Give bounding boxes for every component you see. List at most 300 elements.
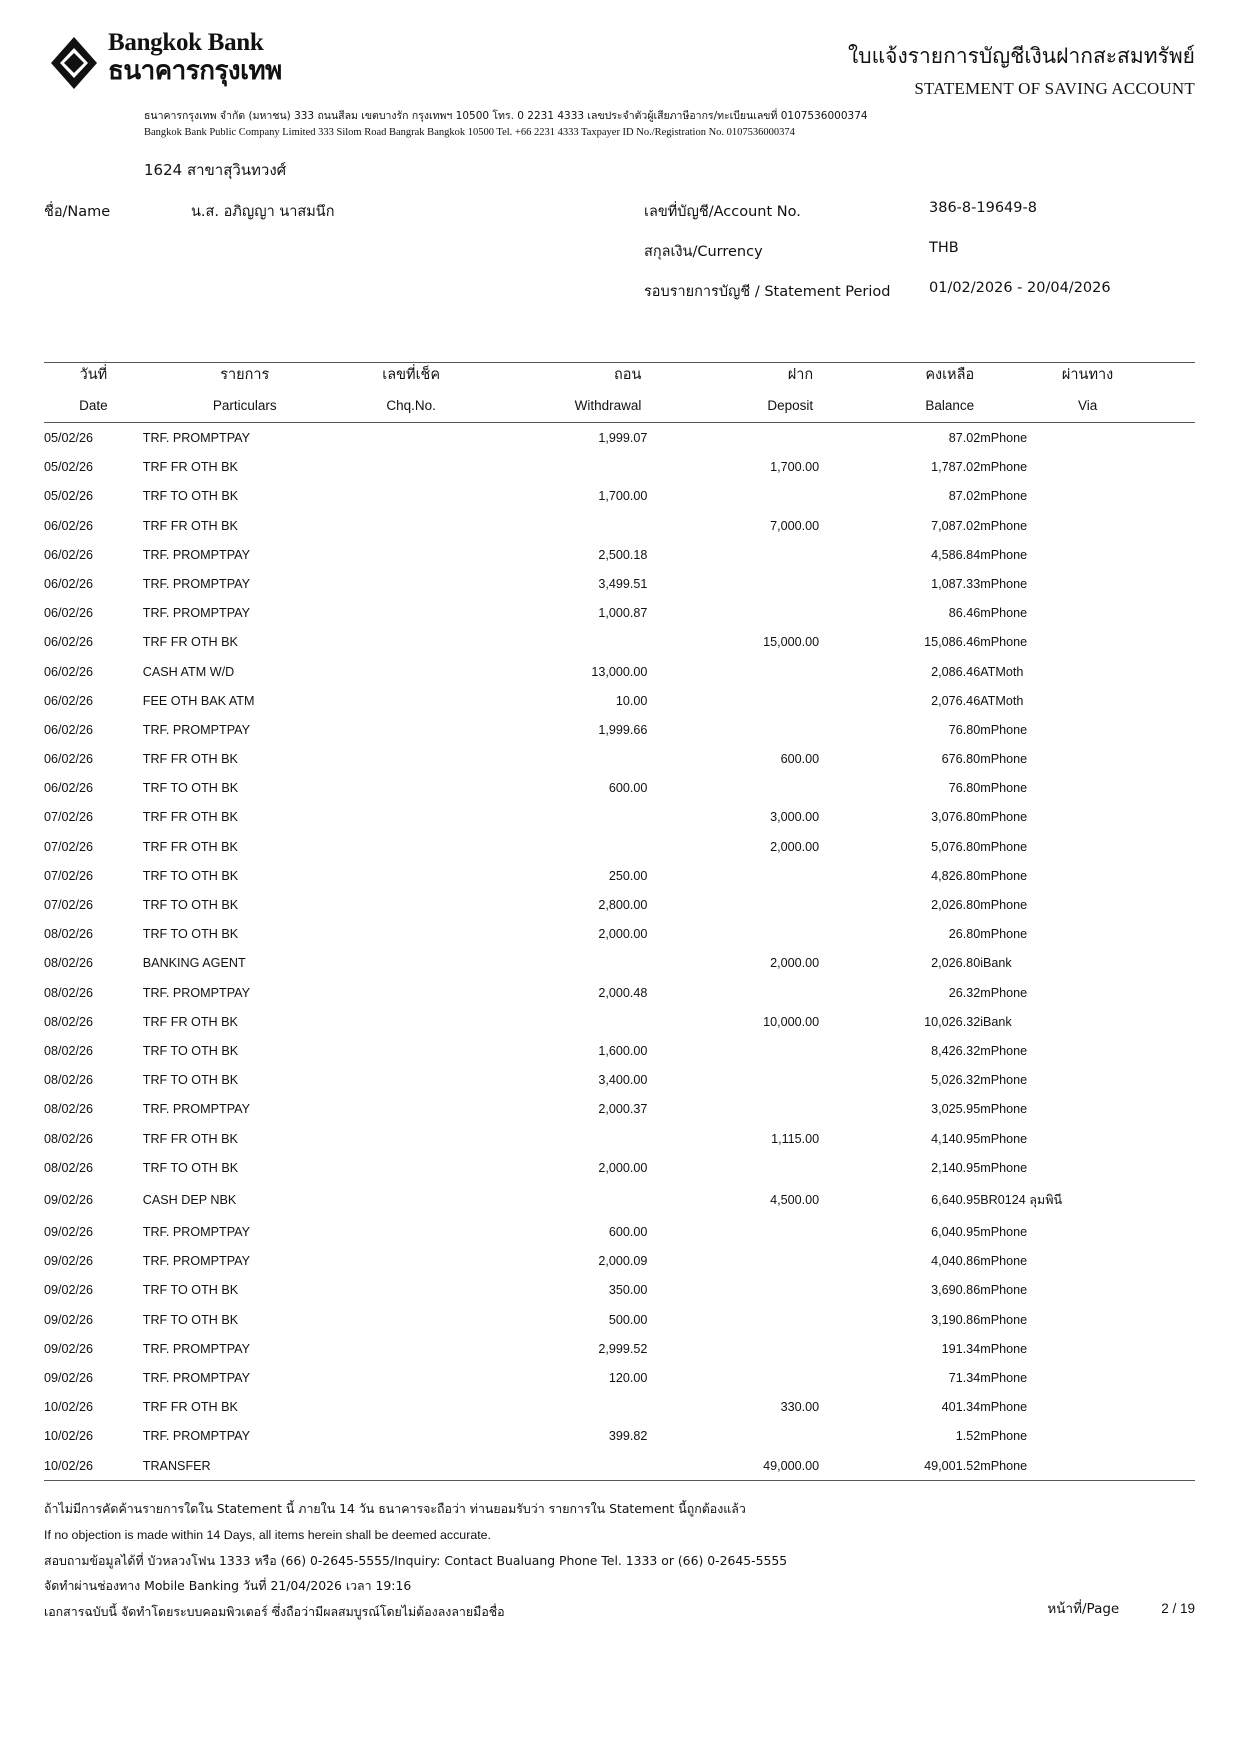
cell-balance: 3,690.86: [931, 1283, 981, 1298]
table-row: [44, 1247, 1195, 1276]
footer-disclaimer-en: If no objection is made within 14 Days, all items herein shall be deemed accurate.: [44, 1527, 491, 1542]
cell-balance: 8,426.32: [931, 1043, 981, 1058]
cell-date: 07/02/26: [44, 868, 94, 883]
cell-via: mPhone: [980, 518, 1028, 533]
cell-chqno: [347, 511, 476, 540]
cell-chqno: [347, 715, 476, 744]
cell-date: 06/02/26: [44, 722, 94, 737]
cell-deposit: [647, 774, 819, 803]
cell-balance: 87.02: [948, 489, 981, 504]
cell-via: mPhone: [980, 1160, 1028, 1175]
cell-via: mPhone: [980, 489, 1028, 504]
cell-via: mPhone: [980, 1312, 1028, 1327]
cell-date: 09/02/26: [44, 1254, 94, 1269]
branch-name: 1624 สาขาสุวินทวงศ์: [144, 161, 287, 180]
cell-deposit: [647, 1247, 819, 1276]
table-row: [44, 745, 1195, 774]
cell-balance: 76.80: [948, 781, 981, 796]
cell-particulars: TRF. PROMPTPAY: [142, 1254, 251, 1269]
cell-deposit: 15,000.00: [763, 635, 820, 650]
cell-withdrawal: 600.00: [608, 781, 648, 796]
cell-deposit: 49,000.00: [763, 1458, 820, 1473]
cell-date: 06/02/26: [44, 781, 94, 796]
cell-via: mPhone: [980, 431, 1028, 446]
cell-date: 06/02/26: [44, 693, 94, 708]
cell-chqno: [347, 569, 476, 598]
cell-balance: 26.80: [948, 927, 981, 942]
table-row: [44, 1182, 1195, 1217]
table-row: [44, 1124, 1195, 1153]
cell-chqno: [347, 861, 476, 890]
cell-particulars: TRF. PROMPTPAY: [142, 547, 251, 562]
table-row: [44, 832, 1195, 861]
cell-particulars: TRF FR OTH BK: [142, 752, 238, 767]
page-number: [1047, 1597, 1195, 1619]
transactions-table: [44, 362, 1195, 1480]
cell-balance: 4,586.84: [931, 547, 981, 562]
cell-deposit: [647, 1334, 819, 1363]
header-balance-th: คงเหลือ: [925, 367, 975, 384]
header-particulars-en: Particulars: [212, 398, 277, 414]
cell-date: 08/02/26: [44, 1043, 94, 1058]
table-row: [44, 686, 1195, 715]
cell-withdrawal: [476, 949, 648, 978]
cell-balance: 2,086.46: [931, 664, 981, 679]
cell-particulars: TRF FR OTH BK: [142, 810, 238, 825]
cell-particulars: TRF FR OTH BK: [142, 1131, 238, 1146]
cell-via: mPhone: [980, 576, 1028, 591]
footer-computer-generated: เอกสารฉบับนี้ จัดทำโดยระบบคอมพิวเตอร์ ซึ่งถือว่ามีผลสมบูรณ์โดยไม่ต้องลงลายมือชื่อ: [44, 1604, 505, 1620]
table-row: [44, 774, 1195, 803]
cell-particulars: TRF TO OTH BK: [142, 781, 239, 796]
cell-particulars: TRF FR OTH BK: [142, 460, 238, 475]
account-no-label: เลขที่บัญชี/Account No.: [644, 204, 801, 221]
cell-withdrawal: 2,500.18: [598, 547, 648, 562]
cell-particulars: TRF. PROMPTPAY: [142, 1371, 251, 1386]
cell-chqno: [347, 1393, 476, 1422]
cell-date: 08/02/26: [44, 1102, 94, 1117]
cell-particulars: TRF. PROMPTPAY: [142, 1102, 251, 1117]
cell-deposit: [647, 686, 819, 715]
page-title-th: ใบแจ้งรายการบัญชีเงินฝากสะสมทรัพย์: [848, 44, 1195, 68]
cell-withdrawal: 1,999.66: [598, 722, 648, 737]
cell-withdrawal: 500.00: [608, 1312, 648, 1327]
cell-chqno: [347, 832, 476, 861]
cell-via: mPhone: [980, 1225, 1028, 1240]
currency-row: [644, 240, 1195, 263]
header-via-en: Via: [1077, 398, 1098, 414]
cell-via: mPhone: [980, 752, 1028, 767]
cell-deposit: 7,000.00: [770, 518, 820, 533]
cell-date: 10/02/26: [44, 1429, 94, 1444]
cell-via: BR0124 ลุมพินี: [980, 1192, 1063, 1207]
cell-chqno: [347, 1124, 476, 1153]
cell-chqno: [347, 1218, 476, 1247]
cell-withdrawal: 250.00: [608, 868, 648, 883]
cell-particulars: TRF TO OTH BK: [142, 1043, 239, 1058]
cell-date: 06/02/26: [44, 664, 94, 679]
footer-contact: สอบถามข้อมูลได้ที่ บัวหลวงโฟน 1333 หรือ (66) 0-2645-5555/Inquiry: Contact Bualuang Phone Tel. 1333 or (66) 0-2645-5555: [44, 1552, 788, 1568]
table-row: [44, 978, 1195, 1007]
page-number-value: 2 / 19: [1161, 1600, 1195, 1616]
cell-withdrawal: 2,000.09: [598, 1254, 648, 1269]
cell-chqno: [347, 482, 476, 511]
cell-via: mPhone: [980, 927, 1028, 942]
cell-withdrawal: 3,499.51: [598, 576, 648, 591]
cell-chqno: [347, 1334, 476, 1363]
brand-name-en: Bangkok Bank: [108, 29, 264, 56]
cell-withdrawal: 1,000.87: [598, 606, 648, 621]
cell-balance: 2,140.95: [931, 1160, 981, 1175]
cell-via: ATMoth: [980, 693, 1024, 708]
table-row: [44, 1276, 1195, 1305]
header-deposit-th: ฝาก: [787, 367, 814, 384]
cell-withdrawal: 1,999.07: [598, 431, 648, 446]
cell-chqno: [347, 1305, 476, 1334]
cell-withdrawal: 350.00: [608, 1283, 648, 1298]
cell-via: mPhone: [980, 810, 1028, 825]
cell-chqno: [347, 628, 476, 657]
cell-date: 08/02/26: [44, 1131, 94, 1146]
cell-particulars: TRF FR OTH BK: [142, 1400, 238, 1415]
cell-date: 05/02/26: [44, 460, 94, 475]
cell-balance: 49,001.52: [924, 1458, 981, 1473]
cell-deposit: [647, 599, 819, 628]
transactions-table-wrapper: [44, 362, 1195, 1481]
header-withdrawal-en: Withdrawal: [574, 398, 642, 414]
footer-generated: จัดทำผ่านช่องทาง Mobile Banking วันที่ 21/04/2026 เวลา 19:16: [44, 1578, 412, 1594]
cell-particulars: TRF FR OTH BK: [142, 839, 238, 854]
cell-particulars: TRF TO OTH BK: [142, 898, 239, 913]
table-row: [44, 1007, 1195, 1036]
cell-deposit: 2,000.00: [770, 839, 820, 854]
cell-deposit: 330.00: [780, 1400, 820, 1415]
cell-date: 09/02/26: [44, 1283, 94, 1298]
cell-chqno: [347, 657, 476, 686]
cell-balance: 5,026.32: [931, 1073, 981, 1088]
cell-date: 09/02/26: [44, 1225, 94, 1240]
cell-via: mPhone: [980, 1429, 1028, 1444]
cell-particulars: TRF TO OTH BK: [142, 927, 239, 942]
cell-via: mPhone: [980, 1341, 1028, 1356]
cell-particulars: TRF FR OTH BK: [142, 1014, 238, 1029]
cell-balance: 76.80: [948, 722, 981, 737]
cell-chqno: [347, 949, 476, 978]
cell-date: 06/02/26: [44, 576, 94, 591]
cell-withdrawal: 2,800.00: [598, 898, 648, 913]
header-date-en: Date: [79, 398, 108, 414]
cell-via: iBank: [980, 1014, 1012, 1029]
cell-withdrawal: [476, 1124, 648, 1153]
cell-withdrawal: 1,600.00: [598, 1043, 648, 1058]
table-row: [44, 803, 1195, 832]
cell-deposit: [647, 1305, 819, 1334]
cell-date: 09/02/26: [44, 1312, 94, 1327]
cell-balance: 3,190.86: [931, 1312, 981, 1327]
document-footer: [44, 1501, 1195, 1621]
cell-particulars: TRF. PROMPTPAY: [142, 1341, 251, 1356]
header-deposit-en: Deposit: [767, 398, 814, 414]
cell-deposit: [647, 920, 819, 949]
cell-balance: 4,140.95: [931, 1131, 981, 1146]
cell-withdrawal: 1,700.00: [598, 489, 648, 504]
cell-chqno: [347, 423, 476, 453]
cell-balance: 5,076.80: [931, 839, 981, 854]
page-number-label: หน้าที่/Page: [1047, 1600, 1120, 1617]
cell-withdrawal: [476, 511, 648, 540]
cell-via: mPhone: [980, 635, 1028, 650]
legal-address-th: ธนาคารกรุงเทพ จำกัด (มหาชน) 333 ถนนสีลม เขตบางรัก กรุงเทพฯ 10500 โทร. 0 2231 4333 เลขประจำตัวผู้เสียภาษีอากร/ทะเบียนเลขที่ 0107536000374: [144, 110, 868, 122]
cell-particulars: TRF. PROMPTPAY: [142, 431, 251, 446]
statement-period-value: 01/02/2026 - 20/04/2026: [929, 280, 1111, 297]
cell-via: mPhone: [980, 898, 1028, 913]
cell-withdrawal: 2,999.52: [598, 1341, 648, 1356]
cell-balance: 1,087.33: [931, 576, 981, 591]
table-row: [44, 1422, 1195, 1451]
cell-chqno: [347, 1036, 476, 1065]
cell-via: mPhone: [980, 1043, 1028, 1058]
cell-withdrawal: 13,000.00: [591, 664, 648, 679]
cell-chqno: [347, 920, 476, 949]
cell-withdrawal: [476, 628, 648, 657]
cell-withdrawal: [476, 745, 648, 774]
cell-deposit: 600.00: [780, 752, 820, 767]
cell-chqno: [347, 774, 476, 803]
cell-deposit: [647, 715, 819, 744]
cell-via: mPhone: [980, 781, 1028, 796]
header-chqno-en: Chq.No.: [386, 398, 436, 414]
document-title: [848, 30, 1195, 99]
cell-date: 07/02/26: [44, 810, 94, 825]
cell-date: 05/02/26: [44, 489, 94, 504]
cell-chqno: [347, 745, 476, 774]
cell-via: iBank: [980, 956, 1012, 971]
cell-withdrawal: 10.00: [615, 693, 648, 708]
account-name-label: ชื่อ/Name: [44, 204, 111, 221]
cell-withdrawal: [476, 1451, 648, 1480]
cell-particulars: TRF. PROMPTPAY: [142, 606, 251, 621]
cell-chqno: [347, 1095, 476, 1124]
cell-deposit: [647, 423, 819, 453]
legal-address: [44, 109, 1195, 140]
cell-chqno: [347, 1276, 476, 1305]
cell-deposit: 1,700.00: [770, 460, 820, 475]
cell-deposit: [647, 569, 819, 598]
legal-address-en: Bangkok Bank Public Company Limited 333 Silom Road Bangrak Bangkok 10500 Tel. +66 2231 4333 Taxpayer ID No./Registration No. 0107536000374: [144, 127, 795, 139]
cell-via: mPhone: [980, 1458, 1028, 1473]
header-date-th: วันที่: [79, 367, 108, 384]
cell-balance: 2,026.80: [931, 898, 981, 913]
cell-withdrawal: 399.82: [608, 1429, 648, 1444]
table-row: [44, 715, 1195, 744]
cell-particulars: BANKING AGENT: [142, 956, 246, 971]
cell-particulars: TRF TO OTH BK: [142, 1312, 239, 1327]
cell-balance: 401.34: [941, 1400, 981, 1415]
cell-balance: 4,826.80: [931, 868, 981, 883]
table-row: [44, 657, 1195, 686]
cell-chqno: [347, 890, 476, 919]
table-row: [44, 920, 1195, 949]
table-row: [44, 1363, 1195, 1392]
cell-chqno: [347, 803, 476, 832]
cell-date: 07/02/26: [44, 839, 94, 854]
header-particulars-th: รายการ: [220, 367, 270, 384]
cell-withdrawal: 2,000.37: [598, 1102, 648, 1117]
cell-date: 08/02/26: [44, 985, 94, 1000]
cell-deposit: [647, 1036, 819, 1065]
table-row: [44, 1095, 1195, 1124]
cell-withdrawal: [476, 832, 648, 861]
cell-chqno: [347, 1182, 476, 1217]
cell-via: mPhone: [980, 1073, 1028, 1088]
cell-date: 10/02/26: [44, 1400, 94, 1415]
table-row: [44, 1153, 1195, 1182]
cell-chqno: [347, 1066, 476, 1095]
cell-particulars: TRF. PROMPTPAY: [142, 576, 251, 591]
statement-period-label: รอบรายการบัญชี / Statement Period: [644, 284, 891, 301]
cell-particulars: TRF TO OTH BK: [142, 1283, 239, 1298]
cell-deposit: [647, 1276, 819, 1305]
cell-via: mPhone: [980, 1254, 1028, 1269]
table-row: [44, 1451, 1195, 1480]
cell-chqno: [347, 599, 476, 628]
cell-deposit: 3,000.00: [770, 810, 820, 825]
account-no-row: [644, 200, 1195, 223]
cell-balance: 191.34: [941, 1341, 981, 1356]
cell-withdrawal: 2,000.00: [598, 927, 648, 942]
header-via-th: ผ่านทาง: [1061, 367, 1114, 384]
document-header: [44, 30, 1195, 99]
cell-balance: 676.80: [941, 752, 981, 767]
cell-withdrawal: [476, 453, 648, 482]
header-chqno-th: เลขที่เช็ค: [382, 367, 441, 384]
table-row: [44, 1066, 1195, 1095]
account-name-value: น.ส. อภิญญา นาสมนึก: [191, 204, 335, 221]
cell-date: 09/02/26: [44, 1341, 94, 1356]
cell-date: 08/02/26: [44, 1014, 94, 1029]
cell-particulars: TRF. PROMPTPAY: [142, 722, 251, 737]
cell-particulars: TRF TO OTH BK: [142, 1160, 239, 1175]
cell-via: mPhone: [980, 1371, 1028, 1386]
cell-deposit: [647, 482, 819, 511]
cell-particulars: CASH DEP NBK: [142, 1192, 237, 1207]
cell-particulars: FEE OTH BAK ATM: [142, 693, 255, 708]
cell-withdrawal: 2,000.48: [598, 985, 648, 1000]
cell-via: mPhone: [980, 1102, 1028, 1117]
table-row: [44, 1218, 1195, 1247]
cell-balance: 15,086.46: [924, 635, 981, 650]
cell-chqno: [347, 978, 476, 1007]
cell-particulars: TRF TO OTH BK: [142, 489, 239, 504]
cell-balance: 6,040.95: [931, 1225, 981, 1240]
cell-via: ATMoth: [980, 664, 1024, 679]
cell-deposit: 2,000.00: [770, 956, 820, 971]
cell-withdrawal: [476, 1007, 648, 1036]
cell-withdrawal: [476, 1393, 648, 1422]
cell-chqno: [347, 1007, 476, 1036]
cell-chqno: [347, 1247, 476, 1276]
cell-chqno: [347, 1451, 476, 1480]
cell-balance: 86.46: [948, 606, 981, 621]
cell-balance: 1.52: [955, 1429, 981, 1444]
cell-chqno: [347, 1422, 476, 1451]
table-row: [44, 1036, 1195, 1065]
cell-via: mPhone: [980, 1131, 1028, 1146]
table-row: [44, 861, 1195, 890]
cell-date: 08/02/26: [44, 1073, 94, 1088]
cell-deposit: [647, 978, 819, 1007]
cell-via: mPhone: [980, 1283, 1028, 1298]
cell-balance: 26.32: [948, 985, 981, 1000]
cell-chqno: [347, 453, 476, 482]
cell-date: 06/02/26: [44, 635, 94, 650]
cell-via: mPhone: [980, 985, 1028, 1000]
table-row: [44, 1334, 1195, 1363]
table-body: [44, 423, 1195, 1480]
cell-withdrawal: 3,400.00: [598, 1073, 648, 1088]
table-row: [44, 511, 1195, 540]
cell-balance: 3,025.95: [931, 1102, 981, 1117]
cell-withdrawal: 600.00: [608, 1225, 648, 1240]
cell-date: 06/02/26: [44, 547, 94, 562]
cell-date: 06/02/26: [44, 518, 94, 533]
cell-balance: 3,076.80: [931, 810, 981, 825]
cell-date: 07/02/26: [44, 898, 94, 913]
bangkok-bank-diamond-logo: [50, 36, 98, 90]
cell-balance: 71.34: [948, 1371, 981, 1386]
cell-deposit: 10,000.00: [763, 1014, 820, 1029]
cell-via: mPhone: [980, 1400, 1028, 1415]
header-balance-en: Balance: [925, 398, 975, 414]
cell-particulars: TRF. PROMPTPAY: [142, 1225, 251, 1240]
cell-chqno: [347, 686, 476, 715]
currency-label: สกุลเงิน/Currency: [644, 244, 763, 261]
cell-balance: 1,787.02: [931, 460, 981, 475]
table-bottom-divider: [44, 1480, 1195, 1481]
cell-particulars: TRF. PROMPTPAY: [142, 1429, 251, 1444]
cell-date: 10/02/26: [44, 1458, 94, 1473]
account-info: [44, 200, 1195, 320]
statement-period-row: [644, 280, 1195, 303]
cell-balance: 6,640.95: [931, 1192, 981, 1207]
cell-date: 09/02/26: [44, 1192, 94, 1207]
cell-deposit: [647, 1066, 819, 1095]
table-row: [44, 569, 1195, 598]
header-withdrawal-th: ถอน: [613, 367, 642, 384]
cell-chqno: [347, 1153, 476, 1182]
cell-via: mPhone: [980, 839, 1028, 854]
cell-particulars: TRF FR OTH BK: [142, 635, 238, 650]
cell-withdrawal: 2,000.00: [598, 1160, 648, 1175]
cell-deposit: 4,500.00: [770, 1192, 820, 1207]
table-row: [44, 453, 1195, 482]
cell-withdrawal: [476, 803, 648, 832]
cell-via: mPhone: [980, 722, 1028, 737]
cell-particulars: CASH ATM W/D: [142, 664, 235, 679]
table-row: [44, 423, 1195, 453]
table-row: [44, 890, 1195, 919]
table-header: [44, 363, 1195, 423]
page-title-en: STATEMENT OF SAVING ACCOUNT: [914, 79, 1195, 98]
cell-deposit: [647, 890, 819, 919]
cell-deposit: [647, 1422, 819, 1451]
bank-brand: [44, 30, 282, 90]
cell-date: 08/02/26: [44, 956, 94, 971]
cell-particulars: TRF TO OTH BK: [142, 1073, 239, 1088]
brand-name-th: ธนาคารกรุงเทพ: [108, 56, 282, 87]
cell-date: 06/02/26: [44, 752, 94, 767]
cell-particulars: TRANSFER: [142, 1458, 211, 1473]
